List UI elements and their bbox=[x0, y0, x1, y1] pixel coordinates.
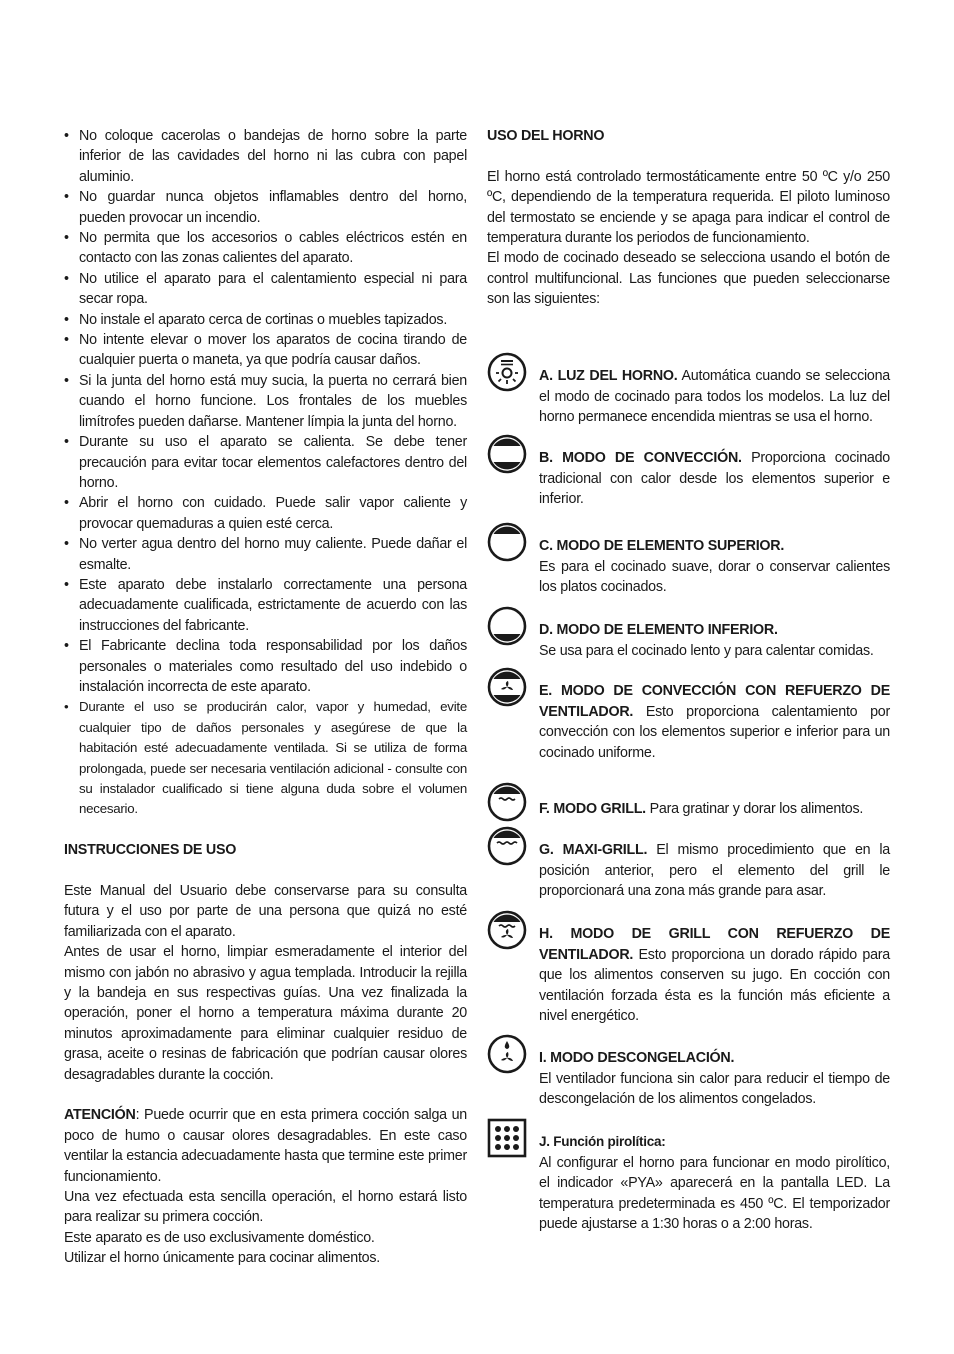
mode-pyrolytic bbox=[487, 1118, 890, 1249]
mode-text: Es para el cocinado suave, dorar o conservar calientes los platos cocinados. bbox=[539, 558, 890, 596]
paragraph: Este aparato es de uso exclusivamente doméstico. bbox=[64, 1229, 375, 1246]
mode-title: F. MODO GRILL. bbox=[539, 801, 646, 818]
list-item: • Durante el uso se producirán calor, vapor y humedad, evite cualquier tipo de daños personales y asegúrese de que la habitación esté adecuadamente ventilada. Si se utiliza de forma prolongada, puede ser necesaria ventilación adicional - consulte con su instalador cualificado si tiene alguna duda sobre el volumen necesario. bbox=[64, 697, 467, 819]
left-column bbox=[64, 126, 467, 1269]
mode-title: D. MODO DE ELEMENTO INFERIOR. bbox=[539, 622, 778, 639]
paragraph: Antes de usar el horno, limpiar esmeradamente el interior del mismo con jabón no abrasivo y agua templada. Introducir la rejilla y la bandeja en sus respectivas guías. Una vez finalizada la operación, poner el horno a temperatura máxima durante 20 minutos aproximadamente para eliminar cualquier residuo de grasa, aceite o resinas de fabricación que podrían causar olores desagradables durante la cocción. bbox=[64, 944, 467, 1083]
mode-text: Proporciona cocinado tradicional con calor desde los elementos superior e inferior. bbox=[539, 450, 890, 508]
mode-text: Esto proporciona calentamiento por convección con los elementos superior e inferior para un cocinado uniforme. bbox=[539, 703, 890, 761]
maxi-grill-icon bbox=[487, 826, 527, 866]
list-item: • Durante su uso el aparato se calienta. Se debe tener precaución para evitar tocar elementos calefactores dentro del horno. bbox=[64, 432, 467, 493]
oven-light-icon bbox=[487, 352, 527, 392]
mode-text: Esto proporciona un dorado rápido para que los alimentos conserven su jugo. En cocción con ventilación forzada ésta es la función más eficiente a nivel energético. bbox=[539, 946, 890, 1024]
list-item: • El Fabricante declina toda responsabilidad por los daños personales o materiales como resultado del uso indebido o instalación incorrecta de este aparato. bbox=[64, 636, 467, 697]
safety-list bbox=[64, 126, 467, 820]
mode-text: Al configurar el horno para funcionar en modo pirolítico, el indicador «PYA» aparecerá en la pantalla LED. La temperatura predeterminada es 450 ºC. El temporizador puede ajustarse a 1:30 horas o a 2:00 horas. bbox=[539, 1154, 890, 1232]
list-item: • No instale el aparato cerca de cortinas o muebles tapizados. bbox=[64, 310, 467, 330]
mode-oven-light bbox=[487, 352, 890, 442]
fan-convection-icon bbox=[487, 667, 527, 707]
mode-text: El mismo procedimiento que en la posición anterior, pero el elemento del grill le proporcionará una zona más grande para asar. bbox=[539, 842, 890, 900]
paragraph: El modo de cocinado deseado se selecciona usando el botón de control multifuncional. Las funciones que pueden seleccionarse son las siguientes: bbox=[487, 250, 890, 308]
mode-text: Automática cuando se selecciona el modo de cocinado para todos los modelos. La luz del horno permanece encendida mientras se usa el horno. bbox=[539, 368, 890, 426]
mode-text: El ventilador funciona sin calor para reducir el tiempo de descongelación de los alimentos congelados. bbox=[539, 1070, 890, 1108]
mode-title: H. MODO DE GRILL CON REFUERZO DE VENTILADOR. bbox=[539, 926, 890, 963]
list-item: • No coloque cacerolas o bandejas de horno sobre la parte inferior de las cavidades del horno ni las cubra con papel aluminio. bbox=[64, 126, 467, 187]
list-item: • Si la junta del horno está muy sucia, la puerta no cerrará bien cuando el horno funcione. Los frontales de los muebles limítrofes pueden dañarse. Mantener límpia la junta del horno. bbox=[64, 371, 467, 432]
mode-maxi-grill bbox=[487, 826, 890, 916]
mode-fan-convection bbox=[487, 667, 890, 777]
bottom-element-icon bbox=[487, 606, 527, 646]
instructions-heading: INSTRUCCIONES DE USO bbox=[64, 842, 237, 859]
list-item: • No intente elevar o mover los aparatos de cocina tirando de cualquier puerta o maneta, ya que podría causar daños. bbox=[64, 330, 467, 371]
convection-icon bbox=[487, 434, 527, 474]
list-item: • No verter agua dentro del horno muy caliente. Puede dañar el esmalte. bbox=[64, 534, 467, 575]
paragraph: El horno está controlado termostáticamente entre 50 ºC y/o 250 ºC, dependiendo de la temperatura requerida. El piloto luminoso del termostato se enciende y se apaga para indicar el control de temperatura durante los periodos de funcionamiento. bbox=[487, 168, 890, 247]
fan-grill-icon bbox=[487, 910, 527, 950]
mode-text: Para gratinar y dorar los alimentos. bbox=[645, 801, 864, 818]
right-column bbox=[487, 126, 890, 1246]
top-element-icon bbox=[487, 522, 527, 562]
defrost-icon bbox=[487, 1034, 527, 1074]
list-item: • No guardar nunca objetos inflamables dentro del horno, pueden provocar un incendio. bbox=[64, 187, 467, 228]
attention-text: : Puede ocurrir que en esta primera cocción salga un poco de humo o causar olores desagradables. En este caso ventilar la estancia adecuadamente hasta que termine este primer funcionamiento. bbox=[64, 1107, 467, 1185]
attention-label: ATENCIÓN bbox=[64, 1107, 136, 1124]
oven-use-heading: USO DEL HORNO bbox=[487, 128, 605, 144]
mode-convection bbox=[487, 434, 890, 524]
list-item: • Abrir el horno con cuidado. Puede salir vapor caliente y provocar quemaduras a quien esté cerca. bbox=[64, 493, 467, 534]
attention-paragraph bbox=[64, 1105, 467, 1187]
paragraph: Este Manual del Usuario debe conservarse para su consulta futura y el uso por parte de una persona que quizá no esté familiarizada con el aparato. bbox=[64, 883, 467, 940]
mode-title: I. MODO DESCONGELACIÓN. bbox=[539, 1050, 735, 1067]
mode-top-element bbox=[487, 522, 890, 612]
list-item: • No permita que los accesorios o cables eléctricos estén en contacto con las zonas calientes del aparato. bbox=[64, 228, 467, 269]
mode-title: G. MAXI-GRILL. bbox=[539, 842, 648, 859]
mode-text: Se usa para el cocinado lento y para calentar comidas. bbox=[539, 642, 874, 659]
list-item: • Este aparato debe instalarlo correctamente una persona adecuadamente cualificada, estrictamente de acuerdo con las instrucciones del fabricante. bbox=[64, 575, 467, 636]
mode-title: J. Función pirolítica: bbox=[539, 1134, 666, 1150]
mode-title: E. MODO DE CONVECCIÓN CON REFUERZO DE VENTILADOR. bbox=[539, 683, 890, 720]
paragraph: Utilizar el horno únicamente para cocinar alimentos. bbox=[64, 1250, 380, 1267]
mode-defrost bbox=[487, 1034, 890, 1124]
mode-title: B. MODO DE CONVECCIÓN. bbox=[539, 450, 742, 467]
mode-bottom-element bbox=[487, 606, 890, 675]
paragraph: Una vez efectuada esta sencilla operación, el horno estará listo para realizar su primera cocción. bbox=[64, 1189, 467, 1226]
pyrolytic-icon bbox=[487, 1118, 527, 1158]
grill-icon bbox=[487, 782, 527, 822]
mode-title: A. LUZ DEL HORNO. bbox=[539, 368, 678, 385]
mode-fan-grill bbox=[487, 910, 890, 1041]
list-item: • No utilice el aparato para el calentamiento especial ni para secar ropa. bbox=[64, 269, 467, 310]
mode-title: C. MODO DE ELEMENTO SUPERIOR. bbox=[539, 538, 785, 555]
